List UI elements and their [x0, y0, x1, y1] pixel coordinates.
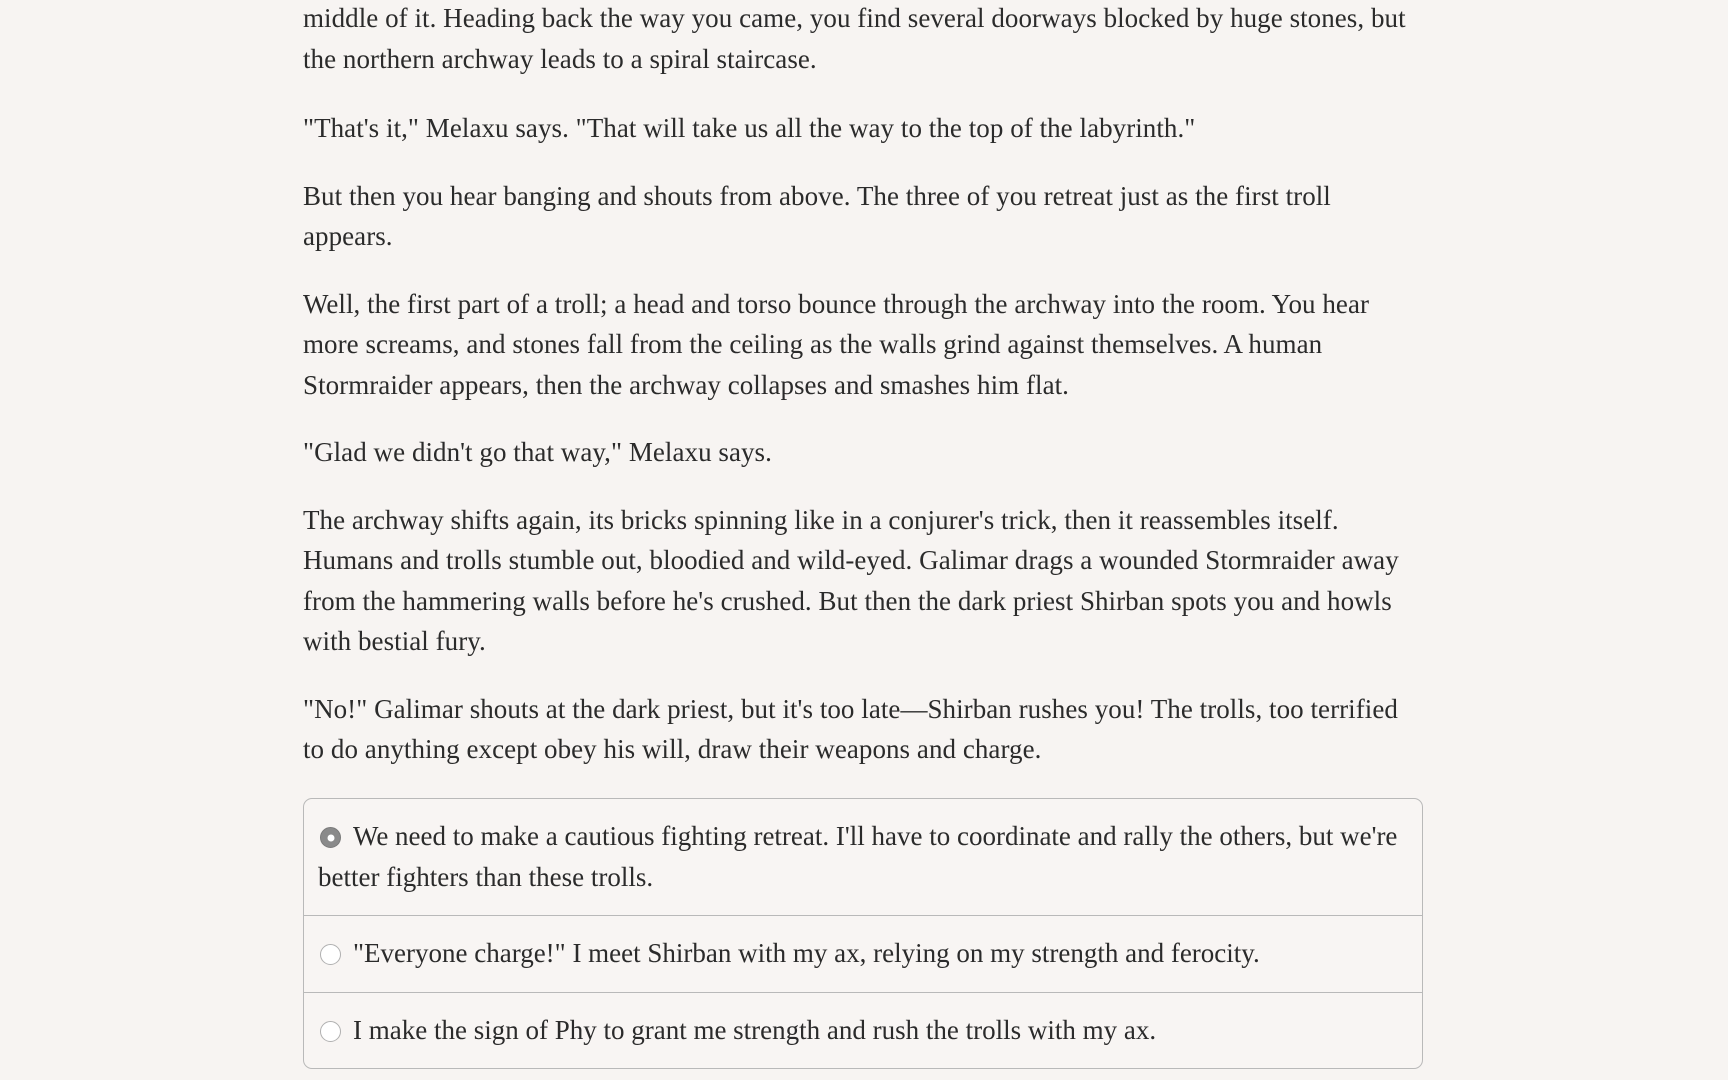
radio-button-selected-icon[interactable]	[320, 827, 341, 848]
choice-label: "Everyone charge!" I meet Shirban with my ax, relying on my strength and ferocity.	[353, 938, 1260, 968]
story-paragraph: middle of it. Heading back the way you came, you find several doorways blocked by huge stones, but the northern archway leads to a spiral staircase.	[303, 3, 1406, 74]
choice-option-retreat[interactable]	[304, 799, 1422, 915]
choice-option-sign-of-phy[interactable]	[304, 992, 1422, 1069]
radio-button-icon[interactable]	[320, 944, 341, 965]
choice-list	[303, 798, 1423, 1069]
choice-label: I make the sign of Phy to grant me strength and rush the trolls with my ax.	[353, 1014, 1157, 1045]
story-paragraph: "That's it," Melaxu says. "That will take us all the way to the top of the labyrinth."	[303, 113, 1196, 143]
choice-label: We need to make a cautious fighting retreat. I'll have to coordinate and rally the others, but we're better fighters than these trolls.	[318, 821, 1398, 892]
story-paragraph: "No!" Galimar shouts at the dark priest, but it's too late—Shirban rushes you! The trolls, too terrified to do anything except obey his will, draw their weapons and charge.	[303, 693, 1398, 764]
story-text	[303, 0, 1423, 797]
story-paragraph: Well, the first part of a troll; a head and torso bounce through the archway into the room. You hear more screams, and stones fall from the ceiling as the walls grind against themselves. A human Stormraider appears, then the archway collapses and smashes him flat.	[303, 288, 1370, 400]
story-paragraph: But then you hear banging and shouts from above. The three of you retreat just as the first troll appears.	[303, 180, 1331, 251]
radio-button-icon[interactable]	[320, 1021, 341, 1042]
choice-option-charge[interactable]	[304, 915, 1422, 992]
story-paragraph: "Glad we didn't go that way," Melaxu says.	[303, 437, 772, 467]
story-paragraph: The archway shifts again, its bricks spinning like in a conjurer's trick, then it reassembles itself. Humans and trolls stumble out, bloodied and wild-eyed. Galimar drags a wounded Stormraider away from the hammering walls before he's crushed. But then the dark priest Shirban spots you and howls with bestial fury.	[303, 504, 1399, 656]
